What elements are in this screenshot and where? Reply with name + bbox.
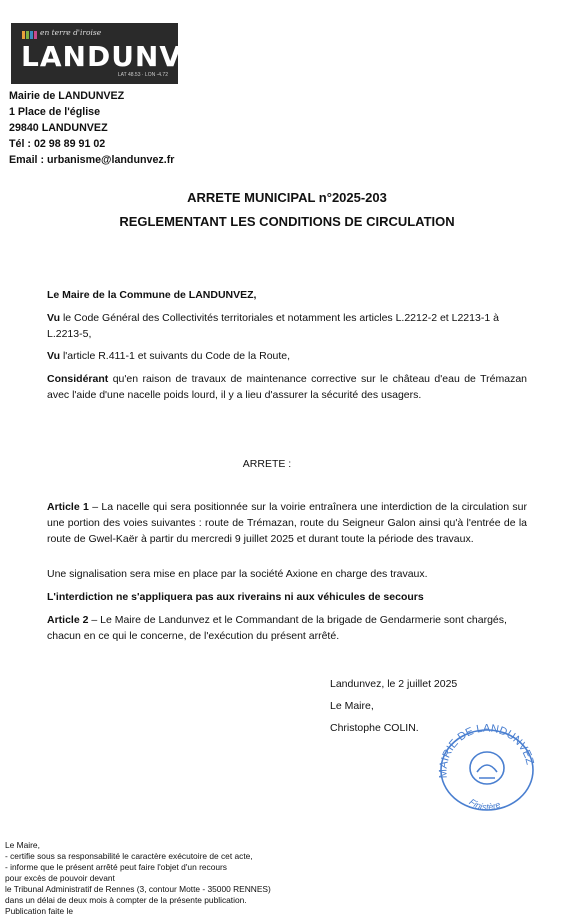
exception-text: L'interdiction ne s'appliquera pas aux riverains ni aux véhicules de secours — [47, 591, 424, 603]
article-1 — [47, 499, 527, 547]
mayor-heading — [47, 287, 527, 303]
place-date: Landunvez, le 2 juillet 2025 — [330, 678, 458, 690]
footer-line: Publication faite le — [5, 906, 73, 916]
article-1-text: – La nacelle qui sera positionnée sur la voirie entraînera une interdiction de la circulation sur une portion des voies suivantes : route de Trémazan, route du Seigneur Galon ainsi qu'à l'entrée de la route de Gwel-Kaër à partir du mercredi 9 juillet 2025 et durant toute la période des travaux. — [47, 501, 528, 545]
footer-line: - certifie sous sa responsabilité le caractère exécutoire de cet acte, — [5, 851, 253, 861]
logo-bar-4 — [34, 31, 37, 39]
mairie-stamp — [433, 722, 541, 814]
arrete-heading: ARRETE : — [242, 458, 292, 470]
vu-code-general — [47, 310, 527, 342]
signature-name: Christophe COLIN. — [330, 722, 419, 734]
footer-line: Le Maire, — [5, 840, 40, 850]
vu-label: Vu — [47, 350, 61, 362]
considerant — [47, 371, 527, 403]
logo-color-bars — [22, 31, 37, 39]
address-phone: Tél : 02 98 89 91 02 — [9, 138, 106, 150]
stamp-inner-emblem — [470, 752, 504, 784]
logo-coordinates: LAT 48.53 · LON -4.72 — [117, 72, 168, 78]
stamp-emblem-figure — [477, 765, 497, 778]
article-2 — [47, 612, 527, 644]
logo-bar-2 — [26, 31, 29, 39]
commune-logo — [11, 23, 224, 84]
mayor-heading-text: Le Maire de la Commune de LANDUNVEZ, — [47, 289, 257, 301]
stamp-bottom-text: Finistère — [467, 796, 502, 813]
stamp-top-text: MAIRIE DE LANDUNVEZ — [437, 722, 536, 779]
vu-code-route — [47, 348, 527, 364]
article-2-text: – Le Maire de Landunvez et le Commandant de la brigade de Gendarmerie sont chargés, chacun en ce qui le concerne, de l'exécution du présent arrêté. — [47, 614, 507, 642]
footer-line: dans un délai de deux mois à compter de la présente publication. — [5, 895, 247, 905]
logo-bar-1 — [22, 31, 25, 39]
address-line: 29840 LANDUNVEZ — [9, 122, 108, 134]
logo-bar-3 — [30, 31, 33, 39]
logo-tagline: en terre d'iroise — [40, 28, 102, 37]
address-line: 1 Place de l'église — [9, 106, 101, 118]
mairie-address — [9, 88, 174, 168]
signature-role: Le Maire, — [330, 700, 374, 712]
article-1-label: Article 1 — [47, 501, 89, 513]
footer-line: - informe que le présent arrêté peut faire l'objet d'un recours — [5, 862, 227, 872]
legal-footer — [5, 840, 271, 917]
exception-note — [47, 589, 527, 605]
footer-line: le Tribunal Administratif de Rennes (3, contour Motte - 35000 RENNES) — [5, 884, 271, 894]
document-title: ARRETE MUNICIPAL n°2025-203 — [187, 190, 387, 205]
considerant-text: qu'en raison de travaux de maintenance corrective sur le château d'eau de Trémazan avec l'aide d'une nacelle poids lourd, il y a lieu d'assurer la sécurité des usagers. — [47, 373, 527, 401]
footer-line: pour excès de pouvoir devant — [5, 873, 115, 883]
considerant-label: Considérant — [47, 373, 109, 385]
address-line: Mairie de LANDUNVEZ — [9, 90, 125, 102]
vu-text: l'article R.411-1 et suivants du Code de la Route, — [60, 350, 291, 362]
logo-name: LANDUNVEZ — [21, 40, 224, 73]
signalisation-note: Une signalisation sera mise en place par la société Axione en charge des travaux. — [47, 568, 428, 580]
vu-text: le Code Général des Collectivités territoriales et notamment les articles L.2212-2 et L2213-1 à L.2213-5, — [47, 312, 499, 340]
document-subtitle: REGLEMENTANT LES CONDITIONS DE CIRCULATION — [119, 214, 455, 229]
article-2-label: Article 2 — [47, 614, 89, 626]
vu-label: Vu — [47, 312, 61, 324]
address-email: Email : urbanisme@landunvez.fr — [9, 154, 175, 166]
